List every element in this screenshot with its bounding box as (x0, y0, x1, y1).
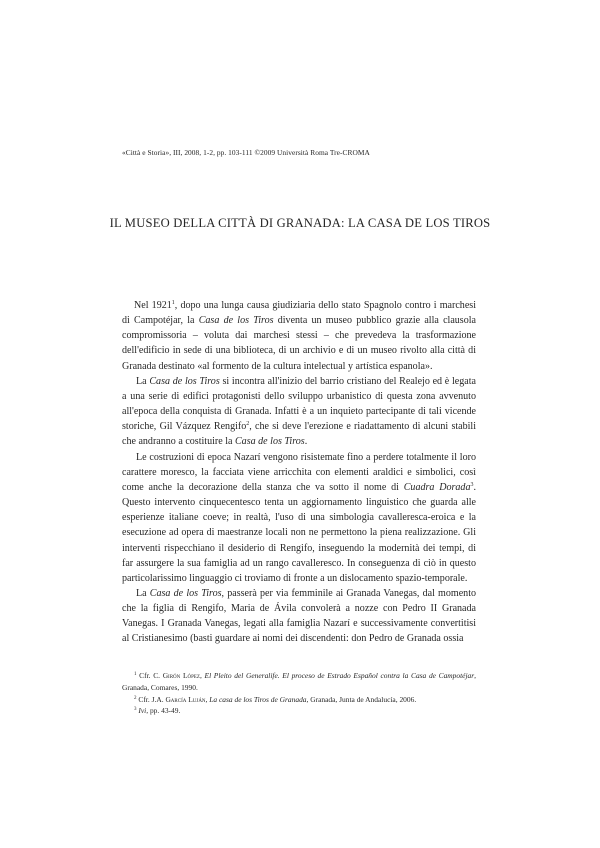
footnote-text: , Granada, Comares, 1990. (122, 671, 477, 692)
text-run: La (136, 375, 150, 387)
footnote-ref-2[interactable]: 2 (246, 421, 250, 428)
italic-title-run: Casa de los Tiros (198, 315, 274, 327)
article-body (122, 298, 476, 647)
paragraph-4 (122, 586, 476, 647)
paragraph-1 (122, 298, 476, 374)
footnote-ref-3[interactable]: 3 (470, 481, 474, 488)
footnote-number: 2 (134, 695, 137, 701)
italic-title-run: Cuadra Dorada (403, 481, 471, 493)
footnote-text: , (200, 671, 205, 680)
paragraph-2 (122, 374, 476, 450)
italic-title-run: Casa de los Tiros (234, 436, 305, 448)
text-run: Nel 1921 (134, 300, 172, 311)
italic-title-run: Casa de los Tiros (149, 587, 222, 599)
work-title: La casa de los Tiros de Granada (209, 694, 307, 704)
text-run: Le costruzioni di epoca Nazarí vengono risistemate fino a perdere totalmente il loro carattere moresco, la facciata viene arricchita con elementi araldici e simbolici, così come anche la decorazione della stanza che va sotto il nome di (122, 451, 476, 493)
text-run: si incontra all'inizio del barrio cristiano del Realejo ed è legata a una serie di edifici protagonisti dello sviluppo urbanistico di questa zona avvenuto all'epoca della conquista di Granada. Infatti è a un inquieto partecipante di tali vicende storiche, Gil Vázquez Rengifo (122, 375, 476, 433)
footnote-number: 1 (134, 672, 137, 677)
work-title: Ivi (138, 706, 147, 716)
text-run: diventa un museo pubblico grazie alla clausola compromissoria – voluta dai marchesi stessi – che prevedeva la trasformazione dell'edificio in sede di una biblioteca, di un archivio e di un museo rivolto alla città di Granada destinato «al formento de la cultura intelectual y artística espanola». (122, 315, 476, 372)
text-run: . (304, 436, 308, 448)
footnote-3 (122, 705, 476, 717)
footnote-text: Cfr. J.A. (136, 694, 166, 704)
author-name: García Luján (165, 694, 206, 704)
footnote-text: , pp. 43-49. (146, 706, 181, 716)
footnotes (122, 670, 476, 717)
text-run: , dopo una lunga causa giudiziaria dello stato Spagnolo contro i marchesi di Campotéjar, la (122, 300, 476, 327)
work-title: El Pleito del Generalife. El proceso de Estrado Español contra la Casa de Campotéjar (204, 671, 475, 680)
footnote-text: Cfr. C. (136, 671, 163, 680)
paragraph-3 (122, 450, 476, 586)
footnote-2 (122, 694, 476, 706)
article-title: IL MUSEO DELLA CITTÀ DI GRANADA: LA CASA DE LOS TIROS (109, 216, 491, 230)
italic-title-run: Casa de los Tiros (149, 375, 220, 387)
text-run: , che si deve l'erezione e riadattamento di alcuni stabili che andranno a costituire la (122, 421, 477, 448)
footnote-1 (122, 670, 476, 694)
author-name: Girón López (162, 671, 200, 680)
footnote-ref-1[interactable]: 1 (171, 300, 175, 306)
journal-citation-header: «Città e Storia», III, 2008, 1-2, pp. 103-111 ©2009 Università Roma Tre-CROMA (122, 148, 370, 157)
text-run: . Questo intervento cinquecentesco tenta un aggiornamento linguistico che guarda alle esperienze italiane coeve; in realtà, l'uso di una simbologia cavalleresca-eroica e la esecuzione ad opera di maestranze locali non ne permettono la piena realizzazione. Gli interventi rispecchiano il desiderio di Rengifo, inseguendo la modernità dei tempi, di far assurgere la sua famiglia ad un rango cavalleresco. In conseguenza di ciò in questo particolarissimo linguaggio ci troviamo di fronte a un dislocamento spazio-temporale. (122, 481, 476, 584)
footnote-text: , (205, 694, 210, 704)
text-run: , passerà per via femminile ai Granada Vanegas, dal momento che la figlia di Rengifo, Maria de Ávila convolerà a nozze con Pedro II Granada Vanegas. I Granada Vanegas, legati alla famiglia Nazarí e successivamente convertitisi al Cristianesimo (basti guardare ai nomi dei discendenti: don Pedro de Granada ossia (122, 587, 477, 645)
text-run: La (136, 587, 150, 599)
footnote-number: 3 (134, 707, 137, 713)
footnote-text: , Granada, Junta de Andalucía, 2006. (306, 694, 417, 704)
